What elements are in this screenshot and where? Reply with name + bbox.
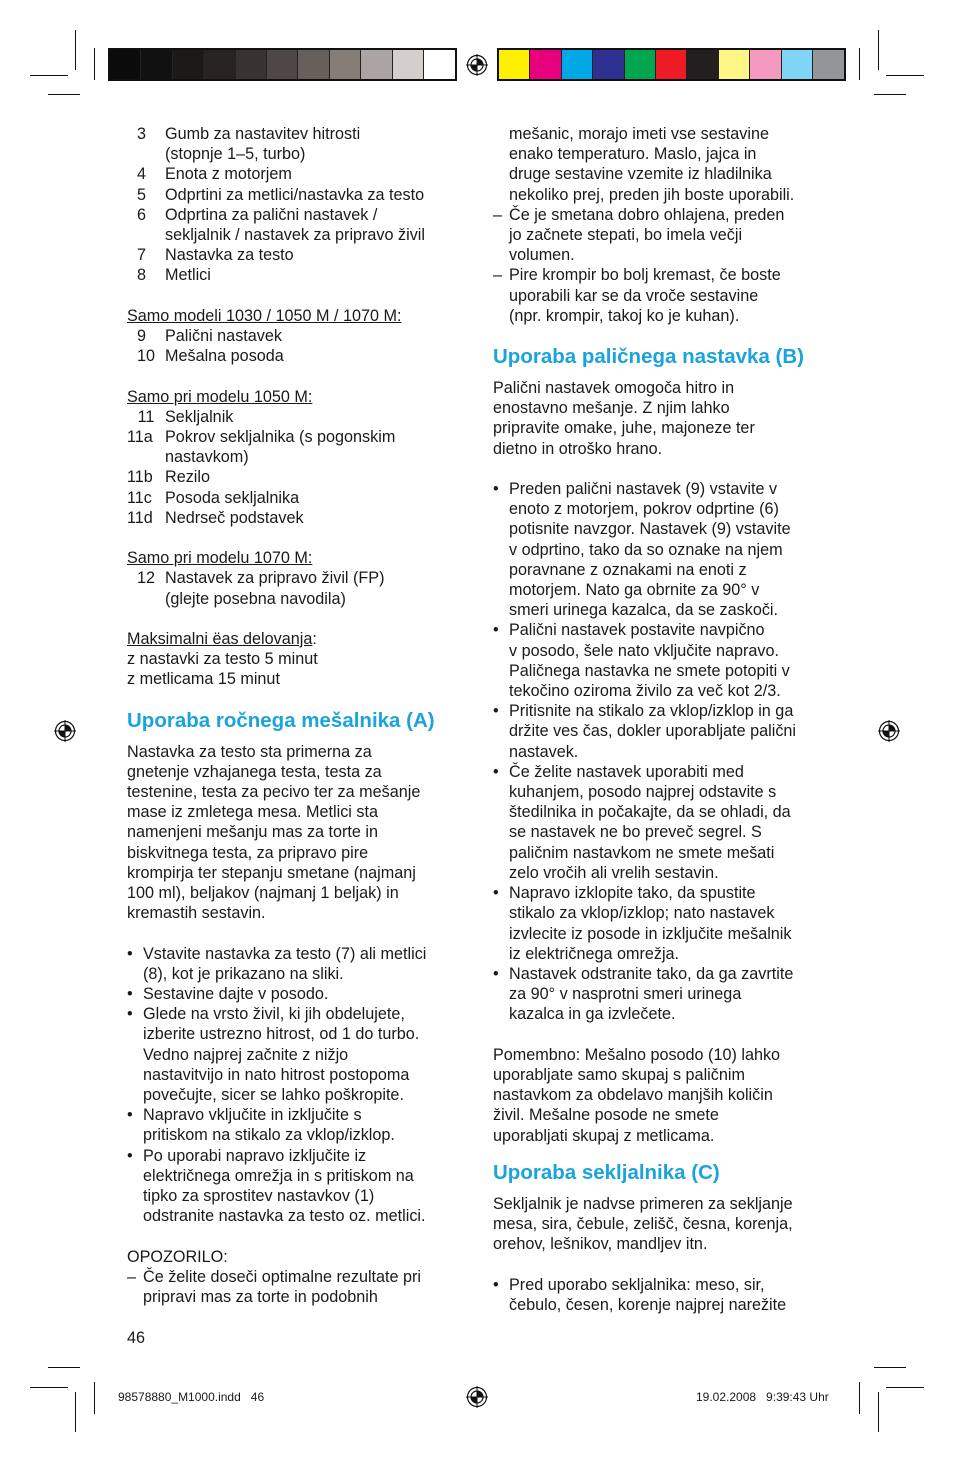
warning-dash-item [127, 1267, 467, 1307]
item-number: 4 [137, 165, 147, 184]
list-item-text: Palični nastavek postavite navpično v posodo, šele nato vključite napravo. Paličnega nastavka ne smete potopiti v tekočino oziroma živilo za več kot 2/3. [509, 621, 790, 701]
item-text: Enota z motorjem [165, 165, 292, 184]
crop-mark [874, 1367, 906, 1368]
list-item-text: Preden palični nastavek (9) vstavite v enoto z motorjem, pokrov odprtine (6) potisnite navzgor. Nastavek (9) vstavite v odprtino, tako da so oznake na njem poravnane z oznakami na enoti z motorjem. Nato ga obrnite za 90° v smeri urinega kazalca, da se zaskoči. [509, 480, 791, 620]
parts-list [127, 124, 467, 286]
max-time-label: Maksimalni ëas delovanja [127, 630, 313, 649]
color-swatch [593, 50, 624, 79]
color-swatch [562, 50, 593, 79]
item-text: Nastavek za pripravo živil (FP) (glejte posebna navodila) [165, 569, 385, 608]
crop-mark [30, 75, 68, 76]
item-text: Posoda sekljalnika [165, 488, 300, 507]
warning-continued: mešanic, morajo imeti vse sestavine enako temperaturo. Maslo, jajca in druge sestavine vzemite iz hladilnika nekoliko prej, preden jih boste uporabili. [509, 125, 795, 204]
item-number: 5 [137, 185, 147, 204]
numbered-item [127, 265, 467, 285]
list-item [493, 620, 838, 701]
item-number: 6 [137, 205, 147, 224]
bullet-marker: • [127, 1005, 133, 1024]
list-item-text: Napravo izklopite tako, da spustite stikalo za vklop/izklop; nato nastavek izvlecite iz posode in izključite mešalnik iz električnega omrežja. [509, 884, 792, 963]
numbered-item [127, 205, 467, 245]
list-item-text: Pred uporabo sekljalnika: meso, sir, čebulo, česen, korenje najprej narežite [509, 1275, 787, 1314]
section-b-heading: Uporaba paličnega nastavka (B) [493, 345, 805, 369]
color-swatch [656, 50, 687, 79]
list-item-text: Če želite nastavek uporabiti med kuhanjem, posodo najprej odstavite s štedilnika in počakajte, da se ohladi, da se nastavek ne bo preveč segrel. S paličnim nastavkom ne smete mešati zelo vročih ali vrelih sestavin. [509, 762, 791, 882]
numbered-item [127, 568, 467, 608]
right-column [493, 124, 838, 1315]
warning-label: OPOZORILO: [127, 1247, 228, 1266]
item-number: 11a [127, 428, 153, 447]
item-number: 9 [137, 327, 147, 346]
crop-mark [94, 48, 95, 80]
crop-mark [886, 1387, 924, 1388]
model-1050-heading: Samo pri modelu 1050 M: [127, 387, 313, 406]
section-a-heading: Uporaba ročnega mešalnika (A) [127, 708, 435, 732]
bullet-marker: • [127, 1146, 133, 1165]
bullet-marker: • [493, 762, 499, 781]
bullet-marker: • [127, 944, 133, 963]
color-swatch [687, 50, 718, 79]
dash-marker: – [493, 205, 503, 224]
color-swatch [813, 50, 844, 79]
dash-marker: – [127, 1267, 137, 1286]
color-swatch [625, 50, 656, 79]
crop-mark [874, 94, 906, 95]
registration-mark-icon [54, 720, 76, 742]
item-number: 10 [136, 347, 155, 366]
color-swatch [530, 50, 561, 79]
crop-mark [75, 30, 76, 70]
crop-mark [878, 1392, 879, 1432]
list-item [127, 1105, 467, 1145]
max-time-heading [127, 629, 467, 649]
crop-mark [48, 1367, 80, 1368]
left-column [127, 124, 467, 1307]
warning-first-text: Če želite doseči optimalne rezultate pri pripravi mas za torte in podobnih [143, 1267, 422, 1307]
item-text: Mešalna posoda [165, 347, 284, 366]
gray-swatch [173, 50, 204, 79]
item-number: 12 [136, 569, 155, 588]
bullet-marker: • [127, 1106, 133, 1125]
list-item-text: Če je smetana dobro ohlajena, preden jo začnete stepati, bo imela večji volumen. [509, 205, 785, 265]
list-item-text: Napravo vključite in izključite s pritiskom na stikalo za vklop/izklop. [143, 1106, 395, 1145]
list-item-text: Po uporabi napravo izključite iz električnega omrežja in s pritiskom na tipko za sprostitev nastavkov (1) odstranite nastavka za testo oz. metlici. [143, 1146, 426, 1226]
item-text: Gumb za nastavitev hitrosti (stopnje 1–5, turbo) [165, 125, 361, 164]
bullet-marker: • [493, 884, 499, 903]
list-item-text: Sestavine dajte v posodo. [143, 985, 329, 1004]
bullet-marker: • [493, 480, 499, 499]
list-item [127, 1004, 467, 1105]
crop-mark [94, 1382, 95, 1414]
dash-marker: – [493, 266, 503, 285]
list-item [493, 205, 838, 266]
item-number: 11d [127, 508, 153, 527]
footer-timestamp: 19.02.2008 9:39:43 Uhr [696, 1390, 829, 1404]
gray-swatch [361, 50, 392, 79]
registration-mark-icon [466, 1386, 488, 1408]
list-item [493, 964, 838, 1025]
list-item [493, 883, 838, 964]
color-swatch [499, 50, 530, 79]
numbered-item [127, 488, 467, 508]
bullet-marker: • [493, 702, 499, 721]
list-item-text: Glede na vrsto živil, ki jih obdelujete, izberite ustrezno hitrost, od 1 do turbo. Vedno najprej začnite z nižjo nastavitvijo in nato hitrost postopoma povečujte, sicer se lahko poškropite. [143, 1005, 420, 1105]
item-text: Rezilo [165, 468, 210, 487]
crop-mark [886, 75, 924, 76]
list-item [493, 479, 838, 620]
gray-swatch [110, 50, 141, 79]
bullet-marker: • [493, 964, 499, 983]
section-b-bullet-list [493, 479, 838, 1024]
item-text: Palični nastavek [165, 327, 282, 346]
list-item [493, 1275, 838, 1315]
gray-swatch [141, 50, 172, 79]
warning-dash-list [493, 205, 838, 326]
model-1070-heading: Samo pri modelu 1070 M: [127, 549, 313, 568]
numbered-item [127, 326, 467, 346]
gray-swatch [236, 50, 267, 79]
numbered-item [127, 245, 467, 265]
gray-swatch [424, 50, 455, 79]
section-c-heading: Uporaba sekljalnika (C) [493, 1160, 720, 1184]
list-item [493, 701, 838, 762]
max-time-colon: : [312, 630, 317, 649]
bullet-marker: • [127, 985, 133, 1004]
item-number: 8 [137, 266, 147, 285]
bullet-marker: • [493, 1275, 499, 1294]
item-number: 11c [127, 488, 152, 507]
item-number: 7 [137, 246, 147, 265]
models-1030-heading: Samo modeli 1030 / 1050 M / 1070 M: [127, 306, 402, 325]
gray-swatch [298, 50, 329, 79]
gray-swatch [330, 50, 361, 79]
section-b-intro: Palični nastavek omogoča hitro in enostavno mešanje. Z njim lahko pripravite omake, juhe, majoneze ter dietno in otroško hrano. [493, 379, 755, 458]
section-a-bullet-list [127, 944, 467, 1227]
color-swatch [782, 50, 813, 79]
page-number: 46 [127, 1329, 146, 1347]
gray-swatch [393, 50, 424, 79]
section-b-note: Pomembno: Mešalno posodo (10) lahko uporabljate samo skupaj s paličnim nastavkom za obdelavo manjših količin živil. Mešalne posode ne smete uporabljati skupaj z metlicama. [493, 1045, 781, 1145]
numbered-item [127, 185, 467, 205]
numbered-item [127, 427, 467, 467]
list-item-text: Pire krompir bo bolj kremast, če boste uporabili kar se da vroče sestavine (npr. krompir, takoj ko je kuhan). [509, 266, 781, 325]
model-1070-list [127, 568, 467, 608]
crop-mark [75, 1392, 76, 1432]
list-item-text: Nastavek odstranite tako, da ga zavrtite za 90° v nasprotni smeri urinega kazalca in ga izvlečete. [509, 964, 794, 1024]
crop-mark [48, 94, 80, 95]
bullet-marker: • [493, 621, 499, 640]
model-1050-list [127, 407, 467, 528]
item-text: Nedrseč podstavek [165, 508, 304, 527]
item-number: 11b [127, 468, 153, 487]
item-text: Odprtini za metlici/nastavka za testo [165, 185, 425, 204]
item-number: 3 [137, 125, 147, 143]
crop-mark [859, 1382, 860, 1414]
numbered-item [127, 407, 467, 427]
crop-mark [878, 30, 879, 70]
registration-mark-icon [466, 54, 488, 76]
gray-swatch [267, 50, 298, 79]
grayscale-color-bar [108, 48, 457, 81]
item-number: 11 [137, 407, 155, 426]
models-1030-list [127, 326, 467, 366]
crop-mark [859, 48, 860, 80]
section-c-intro: Sekljalnik je nadvse primeren za sekljanje mesa, sira, čebule, zelišč, česna, korenja, orehov, lešnikov, mandljev itn. [493, 1194, 793, 1254]
list-item-text: Pritisnite na stikalo za vklop/izklop in ga držite ves čas, dokler uporabljate palični nastavek. [509, 702, 797, 761]
numbered-item [127, 467, 467, 487]
max-time-line: z metlicama 15 minut [127, 670, 280, 689]
item-text: Pokrov sekljalnika (s pogonskim nastavkom) [165, 428, 396, 467]
crop-mark [30, 1387, 68, 1388]
max-time-line: z nastavki za testo 5 minut [127, 650, 318, 669]
list-item [493, 762, 838, 883]
process-color-bar [497, 48, 846, 81]
list-item [127, 984, 467, 1004]
list-item [493, 265, 838, 326]
list-item-text: Vstavite nastavka za testo (7) ali metlici (8), kot je prikazano na sliki. [143, 944, 427, 983]
section-a-intro: Nastavka za testo sta primerna za gnetenje vzhajanega testa, testa za testenine, testa za pecivo ter za mešanje mase iz zmletega mesa. Metlici sta namenjeni mešanju mas za torte in biskvitnega testa, za pripravo pire krompirja ter stepanju smetane (najmanj 100 ml), beljakov (najmanj 1 beljak) in kremastih sestavin. [127, 742, 421, 923]
numbered-item [127, 164, 467, 184]
registration-mark-icon [878, 720, 900, 742]
numbered-item [127, 346, 467, 366]
item-text: Nastavka za testo [165, 246, 294, 265]
numbered-item [127, 124, 467, 164]
list-item [127, 944, 467, 984]
color-swatch [750, 50, 781, 79]
numbered-item [127, 508, 467, 528]
item-text: Sekljalnik [165, 407, 234, 426]
item-text: Metlici [165, 266, 211, 285]
item-text: Odprtina za palični nastavek / sekljalnik / nastavek za pripravo živil [165, 205, 426, 245]
section-c-bullet-list [493, 1275, 838, 1315]
gray-swatch [204, 50, 235, 79]
list-item [127, 1146, 467, 1227]
footer-file-name: 98578880_M1000.indd 46 [118, 1390, 265, 1404]
color-swatch [719, 50, 750, 79]
